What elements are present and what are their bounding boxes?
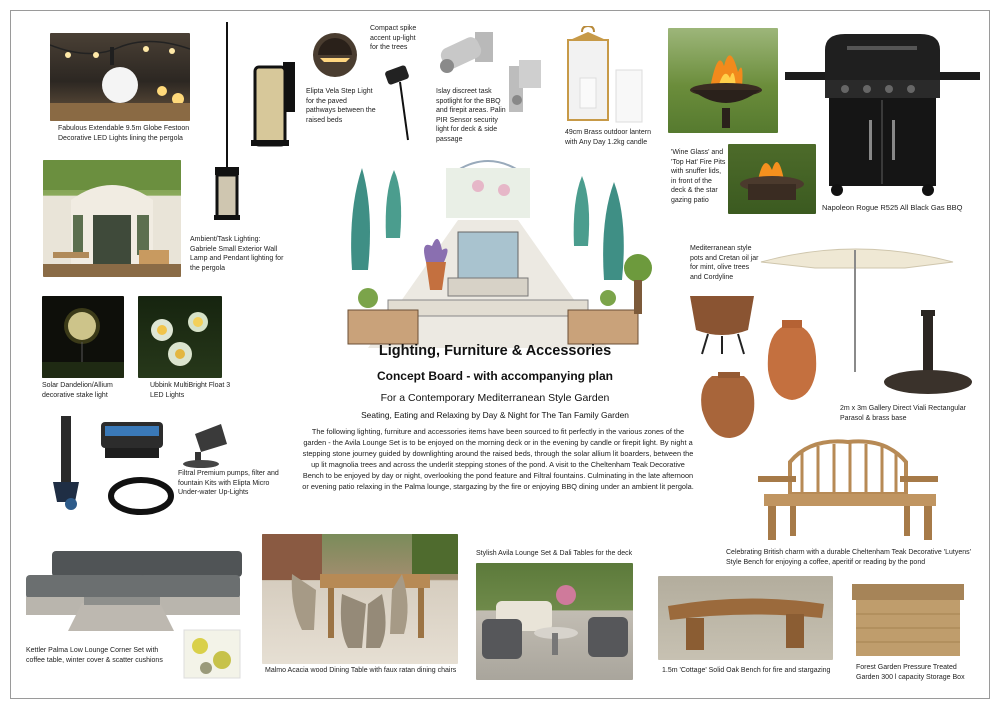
vela-step-light-photo	[310, 30, 360, 80]
solar-dandelion-photo	[42, 296, 124, 378]
festoon-lights-photo	[50, 33, 190, 121]
cottage-oak-bench-photo	[658, 576, 833, 660]
parasol-caption: 2m x 3m Gallery Direct Viali Rectangular Parasol & brass base	[840, 405, 966, 422]
tagline: Seating, Eating and Relaxing by Day & Night for The Tan Family Garden	[361, 410, 629, 420]
avila-lounge-set-photo	[476, 563, 633, 680]
napoleon-bbq-photo	[785, 30, 980, 198]
spike-caption: Compact spike accent up-light for the trees	[370, 25, 417, 52]
dandelion-caption: Solar Dandelion/Allium decorative stake light	[42, 382, 113, 399]
kettler-caption: Kettler Palma Low Lounge Corner Set with coffee table, winter cover & scatter cushions	[26, 647, 163, 664]
teak-bench-caption: Celebrating British charm with a durable Cheltenham Teak Decorative 'Lutyens' Style Bench for enjoying a coffee, aperitif or reading by the pond	[726, 549, 971, 566]
board-title: Lighting, Furniture & Accessories	[378, 343, 612, 359]
board-subtitle: Concept Board - with accompanying plan	[376, 369, 614, 383]
pergola-wall-lamp-photo	[43, 160, 181, 277]
vela-caption: Elipta Vela Step Light for the paved pathways between the raised beds	[306, 88, 376, 124]
gabriele-caption: Ambient/Task Lighting: Gabriele Small Exterior Wall Lamp and Pendant lighting for the pergola	[190, 236, 284, 272]
filtral-caption: Filtral Premium pumps, filter and fountain Kits with Elipta Micro Under-water Up-Lights	[178, 470, 279, 497]
firepits-caption: 'Wine Glass' and 'Top Hat' Fire Pits with snuffer lids, in front of the deck & the star gazing patio	[671, 149, 726, 204]
bbq-caption: Napoleon Rogue R525 All Black Gas BBQ	[822, 203, 963, 212]
festoon-caption: Fabulous Extendable 9.5m Globe Festoon Decorative LED Lights lining the pergola	[58, 125, 190, 142]
spike-uplight-photo	[382, 64, 422, 142]
storage-caption: Forest Garden Pressure Treated Garden 300 l capacity Storage Box	[856, 664, 965, 681]
ubbink-float-lights-photo	[138, 296, 222, 378]
filtral-pumps-photo	[45, 412, 240, 522]
malmo-caption: Malmo Acacia wood Dining Table with faux ratan dining chairs	[265, 667, 457, 674]
scatter-cushions-photo	[182, 626, 244, 682]
lantern-caption: 49cm Brass outdoor lantern with Any Day 1.2kg candle	[565, 129, 651, 146]
islay-caption: Islay discreet task spotlight for the BBQ and firepit areas. Palin PIR Sensor security light for deck & side passage	[436, 88, 506, 143]
wall-lamp-pendant-photo	[205, 22, 300, 222]
ubbink-caption: Ubbink MultiBright Float 3 LED Lights	[150, 382, 231, 399]
board-description: The following lighting, furniture and accessories items have been sourced to fit perfectly in the various zones of the garden - the Avila Lounge Set is to be enjoyed on the morning deck or in the evening by candle or firepit light. By night a stepping stone journey guided by downlighting around the raised beds, through the solar allium lit boarders, between the up lit magnolia trees and across the underlit stepping stones of the pond. A visit to the Cheltenham Teak Decorative Bench to be enjoyed by day or night, overlooking the pond feature and Filtral fountains. Culminating in the late afternoon or evening patio relaxing in the Palma lounge, stargazing by the fire or enjoying BBQ dining under an ambient lit pergola.	[302, 427, 694, 492]
storage-box-photo	[848, 582, 968, 660]
malmo-dining-set-photo	[262, 534, 458, 664]
oak-bench-caption: 1.5m 'Cottage' Solid Oak Bench for fire and stargazing	[662, 667, 831, 674]
wine-glass-firepit-photo	[668, 28, 778, 133]
parasol-photo	[755, 232, 980, 397]
style-line: For a Contemporary Mediterranean Style Garden	[380, 392, 610, 404]
cheltenham-teak-bench-photo	[750, 432, 945, 544]
garden-concept-sketch	[308, 150, 668, 348]
pots-caption: Mediterranean style pots and Cretan oil jar for mint, olive trees and Cordyline	[690, 245, 759, 281]
brass-lantern-photo	[560, 26, 645, 126]
avila-caption: Stylish Avila Lounge Set & Dali Tables for the deck	[476, 550, 633, 557]
